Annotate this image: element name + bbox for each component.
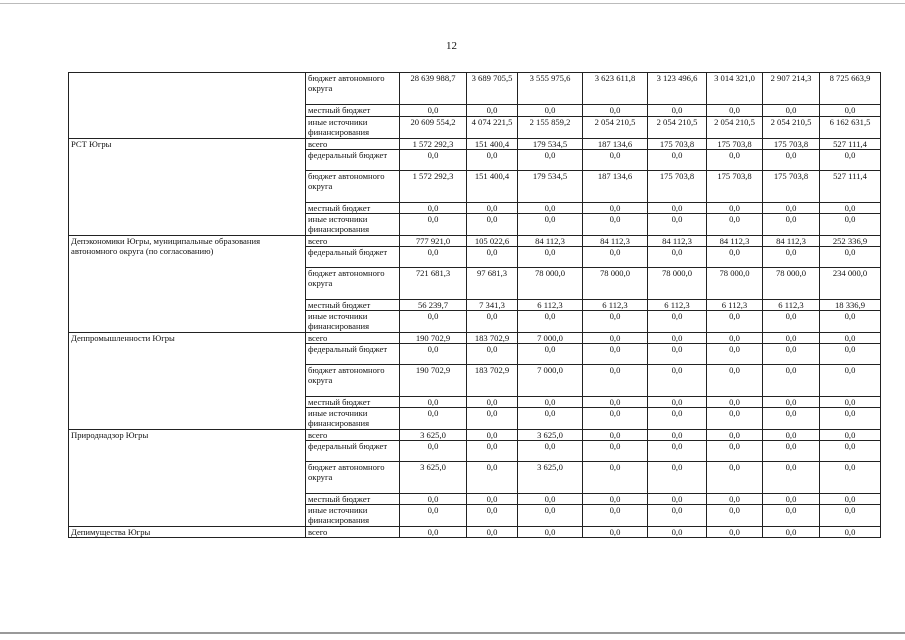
funding-source-cell: всего: [306, 527, 400, 538]
amount-cell: 0,0: [707, 150, 763, 171]
amount-cell: 0,0: [707, 527, 763, 538]
amount-cell: 0,0: [763, 344, 820, 365]
amount-cell: 0,0: [467, 494, 518, 505]
amount-cell: 0,0: [400, 344, 467, 365]
amount-cell: 0,0: [648, 311, 707, 333]
amount-cell: 0,0: [707, 462, 763, 494]
amount-cell: 0,0: [583, 365, 648, 397]
amount-cell: 3 123 496,6: [648, 73, 707, 105]
table-row: [69, 139, 881, 150]
organization-cell: РСТ Югры: [69, 139, 306, 236]
amount-cell: 0,0: [648, 247, 707, 268]
amount-cell: 0,0: [820, 344, 881, 365]
amount-cell: 7 000,0: [518, 333, 583, 344]
amount-cell: 0,0: [583, 105, 648, 117]
amount-cell: 78 000,0: [518, 268, 583, 300]
amount-cell: 28 639 988,7: [400, 73, 467, 105]
amount-cell: 0,0: [707, 408, 763, 430]
amount-cell: 0,0: [648, 462, 707, 494]
amount-cell: 0,0: [518, 505, 583, 527]
amount-cell: 0,0: [820, 247, 881, 268]
amount-cell: 0,0: [400, 397, 467, 408]
amount-cell: 0,0: [820, 214, 881, 236]
funding-source-cell: федеральный бюджет: [306, 344, 400, 365]
amount-cell: 0,0: [518, 203, 583, 214]
amount-cell: 0,0: [648, 214, 707, 236]
amount-cell: 0,0: [820, 408, 881, 430]
amount-cell: 0,0: [648, 408, 707, 430]
amount-cell: 0,0: [820, 203, 881, 214]
amount-cell: 2 054 210,5: [707, 117, 763, 139]
amount-cell: 179 534,5: [518, 139, 583, 150]
funding-source-cell: всего: [306, 333, 400, 344]
amount-cell: 0,0: [467, 441, 518, 462]
amount-cell: 3 555 975,6: [518, 73, 583, 105]
amount-cell: 0,0: [820, 462, 881, 494]
amount-cell: 151 400,4: [467, 171, 518, 203]
amount-cell: 175 703,8: [707, 171, 763, 203]
amount-cell: 0,0: [648, 365, 707, 397]
amount-cell: 6 112,3: [583, 300, 648, 311]
amount-cell: 187 134,6: [583, 171, 648, 203]
amount-cell: 0,0: [707, 344, 763, 365]
amount-cell: 84 112,3: [583, 236, 648, 247]
table-row: [69, 333, 881, 344]
amount-cell: 7 341,3: [467, 300, 518, 311]
page-number: 12: [446, 40, 457, 52]
amount-cell: 0,0: [763, 527, 820, 538]
amount-cell: 2 155 859,2: [518, 117, 583, 139]
amount-cell: 0,0: [763, 214, 820, 236]
amount-cell: 0,0: [467, 214, 518, 236]
amount-cell: 6 112,3: [707, 300, 763, 311]
funding-source-cell: местный бюджет: [306, 300, 400, 311]
amount-cell: 3 689 705,5: [467, 73, 518, 105]
funding-source-cell: местный бюджет: [306, 105, 400, 117]
amount-cell: 0,0: [763, 494, 820, 505]
amount-cell: 0,0: [583, 462, 648, 494]
amount-cell: 3 625,0: [518, 430, 583, 441]
amount-cell: 0,0: [763, 462, 820, 494]
amount-cell: 0,0: [820, 311, 881, 333]
amount-cell: 0,0: [648, 105, 707, 117]
funding-source-cell: иные источники финансирования: [306, 214, 400, 236]
amount-cell: 0,0: [707, 430, 763, 441]
amount-cell: 3 623 611,8: [583, 73, 648, 105]
amount-cell: 0,0: [583, 311, 648, 333]
funding-source-cell: местный бюджет: [306, 397, 400, 408]
amount-cell: 0,0: [648, 505, 707, 527]
amount-cell: 0,0: [648, 203, 707, 214]
amount-cell: 0,0: [763, 311, 820, 333]
amount-cell: 190 702,9: [400, 365, 467, 397]
amount-cell: 0,0: [648, 494, 707, 505]
amount-cell: 0,0: [518, 247, 583, 268]
bottom-scan-edge: [0, 632, 905, 634]
amount-cell: 1 572 292,3: [400, 139, 467, 150]
amount-cell: 183 702,9: [467, 333, 518, 344]
amount-cell: 84 112,3: [763, 236, 820, 247]
amount-cell: 97 681,3: [467, 268, 518, 300]
amount-cell: 252 336,9: [820, 236, 881, 247]
amount-cell: 3 625,0: [400, 430, 467, 441]
amount-cell: 6 112,3: [648, 300, 707, 311]
amount-cell: 0,0: [518, 408, 583, 430]
amount-cell: 0,0: [583, 344, 648, 365]
funding-source-cell: федеральный бюджет: [306, 441, 400, 462]
amount-cell: 0,0: [400, 494, 467, 505]
amount-cell: 0,0: [400, 441, 467, 462]
amount-cell: 0,0: [467, 105, 518, 117]
amount-cell: 4 074 221,5: [467, 117, 518, 139]
amount-cell: 0,0: [648, 344, 707, 365]
amount-cell: 0,0: [518, 344, 583, 365]
amount-cell: 0,0: [518, 527, 583, 538]
amount-cell: 187 134,6: [583, 139, 648, 150]
amount-cell: 175 703,8: [707, 139, 763, 150]
amount-cell: 0,0: [648, 397, 707, 408]
amount-cell: 0,0: [820, 494, 881, 505]
amount-cell: 0,0: [707, 494, 763, 505]
amount-cell: 0,0: [707, 505, 763, 527]
amount-cell: 0,0: [763, 441, 820, 462]
amount-cell: 721 681,3: [400, 268, 467, 300]
funding-source-cell: федеральный бюджет: [306, 247, 400, 268]
amount-cell: 0,0: [763, 150, 820, 171]
funding-source-cell: иные источники финансирования: [306, 117, 400, 139]
amount-cell: 0,0: [583, 408, 648, 430]
amount-cell: 234 000,0: [820, 268, 881, 300]
amount-cell: 0,0: [518, 494, 583, 505]
amount-cell: 175 703,8: [763, 171, 820, 203]
amount-cell: 0,0: [763, 505, 820, 527]
amount-cell: 0,0: [583, 441, 648, 462]
amount-cell: 105 022,6: [467, 236, 518, 247]
amount-cell: 0,0: [583, 203, 648, 214]
amount-cell: 3 014 321,0: [707, 73, 763, 105]
amount-cell: 0,0: [400, 105, 467, 117]
amount-cell: 84 112,3: [707, 236, 763, 247]
amount-cell: 0,0: [583, 527, 648, 538]
amount-cell: 175 703,8: [648, 171, 707, 203]
amount-cell: 0,0: [820, 430, 881, 441]
amount-cell: 20 609 554,2: [400, 117, 467, 139]
funding-source-cell: местный бюджет: [306, 203, 400, 214]
amount-cell: 3 625,0: [518, 462, 583, 494]
amount-cell: 0,0: [820, 527, 881, 538]
amount-cell: 84 112,3: [648, 236, 707, 247]
amount-cell: 0,0: [820, 441, 881, 462]
amount-cell: 0,0: [467, 247, 518, 268]
amount-cell: 527 111,4: [820, 171, 881, 203]
amount-cell: 0,0: [467, 462, 518, 494]
table-row: [69, 527, 881, 538]
amount-cell: 0,0: [763, 333, 820, 344]
amount-cell: 0,0: [648, 527, 707, 538]
amount-cell: 0,0: [820, 505, 881, 527]
organization-cell: Депимущества Югры: [69, 527, 306, 538]
amount-cell: 0,0: [763, 365, 820, 397]
amount-cell: 0,0: [820, 333, 881, 344]
table-row: [69, 430, 881, 441]
funding-source-cell: бюджет автономного округа: [306, 462, 400, 494]
amount-cell: 78 000,0: [648, 268, 707, 300]
amount-cell: 0,0: [583, 214, 648, 236]
amount-cell: 0,0: [707, 247, 763, 268]
funding-source-cell: бюджет автономного округа: [306, 73, 400, 105]
amount-cell: 0,0: [400, 247, 467, 268]
amount-cell: 0,0: [467, 505, 518, 527]
amount-cell: 0,0: [648, 430, 707, 441]
funding-source-cell: местный бюджет: [306, 494, 400, 505]
amount-cell: 0,0: [763, 203, 820, 214]
funding-source-cell: иные источники финансирования: [306, 311, 400, 333]
amount-cell: 0,0: [763, 430, 820, 441]
amount-cell: 527 111,4: [820, 139, 881, 150]
amount-cell: 0,0: [400, 214, 467, 236]
amount-cell: 179 534,5: [518, 171, 583, 203]
amount-cell: 0,0: [707, 214, 763, 236]
funding-source-cell: иные источники финансирования: [306, 408, 400, 430]
financing-table: [68, 72, 881, 538]
amount-cell: 0,0: [467, 397, 518, 408]
amount-cell: 0,0: [583, 505, 648, 527]
amount-cell: 0,0: [583, 430, 648, 441]
amount-cell: 0,0: [467, 430, 518, 441]
amount-cell: 0,0: [707, 397, 763, 408]
amount-cell: 175 703,8: [763, 139, 820, 150]
amount-cell: 56 239,7: [400, 300, 467, 311]
amount-cell: 0,0: [707, 441, 763, 462]
amount-cell: 0,0: [400, 527, 467, 538]
amount-cell: 0,0: [763, 105, 820, 117]
amount-cell: 0,0: [518, 150, 583, 171]
funding-source-cell: федеральный бюджет: [306, 150, 400, 171]
amount-cell: 0,0: [467, 527, 518, 538]
amount-cell: 0,0: [820, 105, 881, 117]
amount-cell: 0,0: [518, 397, 583, 408]
amount-cell: 0,0: [707, 365, 763, 397]
funding-source-cell: бюджет автономного округа: [306, 365, 400, 397]
funding-source-cell: всего: [306, 430, 400, 441]
amount-cell: 190 702,9: [400, 333, 467, 344]
amount-cell: 0,0: [400, 505, 467, 527]
amount-cell: 2 054 210,5: [648, 117, 707, 139]
amount-cell: 7 000,0: [518, 365, 583, 397]
amount-cell: 3 625,0: [400, 462, 467, 494]
organization-cell: Депэкономики Югры, муниципальные образования автономного округа (по согласованию): [69, 236, 306, 333]
amount-cell: 175 703,8: [648, 139, 707, 150]
amount-cell: 0,0: [583, 247, 648, 268]
amount-cell: 0,0: [707, 333, 763, 344]
amount-cell: 0,0: [583, 494, 648, 505]
amount-cell: 151 400,4: [467, 139, 518, 150]
amount-cell: 0,0: [518, 105, 583, 117]
amount-cell: 0,0: [763, 247, 820, 268]
amount-cell: 0,0: [518, 311, 583, 333]
amount-cell: 0,0: [707, 105, 763, 117]
amount-cell: 78 000,0: [707, 268, 763, 300]
amount-cell: 0,0: [518, 441, 583, 462]
funding-source-cell: иные источники финансирования: [306, 505, 400, 527]
amount-cell: 0,0: [583, 333, 648, 344]
funding-source-cell: всего: [306, 236, 400, 247]
amount-cell: 84 112,3: [518, 236, 583, 247]
amount-cell: 6 112,3: [518, 300, 583, 311]
amount-cell: 1 572 292,3: [400, 171, 467, 203]
amount-cell: 0,0: [400, 408, 467, 430]
amount-cell: 0,0: [583, 150, 648, 171]
table-row: [69, 73, 881, 105]
amount-cell: 0,0: [763, 408, 820, 430]
amount-cell: 0,0: [467, 150, 518, 171]
amount-cell: 0,0: [467, 408, 518, 430]
top-scan-edge: [0, 3, 905, 4]
organization-cell: [69, 73, 306, 139]
amount-cell: 8 725 663,9: [820, 73, 881, 105]
amount-cell: 6 162 631,5: [820, 117, 881, 139]
amount-cell: 0,0: [583, 397, 648, 408]
amount-cell: 78 000,0: [763, 268, 820, 300]
funding-source-cell: бюджет автономного округа: [306, 268, 400, 300]
amount-cell: 0,0: [820, 365, 881, 397]
amount-cell: 0,0: [400, 203, 467, 214]
table-row: [69, 236, 881, 247]
amount-cell: 183 702,9: [467, 365, 518, 397]
amount-cell: 0,0: [518, 214, 583, 236]
amount-cell: 0,0: [648, 150, 707, 171]
amount-cell: 6 112,3: [763, 300, 820, 311]
amount-cell: 0,0: [820, 150, 881, 171]
organization-cell: Природнадзор Югры: [69, 430, 306, 527]
amount-cell: 0,0: [707, 311, 763, 333]
amount-cell: 0,0: [648, 441, 707, 462]
amount-cell: 0,0: [400, 311, 467, 333]
amount-cell: 0,0: [648, 333, 707, 344]
amount-cell: 0,0: [707, 203, 763, 214]
funding-source-cell: бюджет автономного округа: [306, 171, 400, 203]
amount-cell: 0,0: [820, 397, 881, 408]
amount-cell: 0,0: [763, 397, 820, 408]
amount-cell: 0,0: [467, 203, 518, 214]
amount-cell: 18 336,9: [820, 300, 881, 311]
amount-cell: 0,0: [467, 311, 518, 333]
organization-cell: Деппромышленности Югры: [69, 333, 306, 430]
amount-cell: 78 000,0: [583, 268, 648, 300]
amount-cell: 0,0: [467, 344, 518, 365]
amount-cell: 0,0: [400, 150, 467, 171]
amount-cell: 2 054 210,5: [763, 117, 820, 139]
amount-cell: 2 054 210,5: [583, 117, 648, 139]
amount-cell: 2 907 214,3: [763, 73, 820, 105]
funding-source-cell: всего: [306, 139, 400, 150]
amount-cell: 777 921,0: [400, 236, 467, 247]
